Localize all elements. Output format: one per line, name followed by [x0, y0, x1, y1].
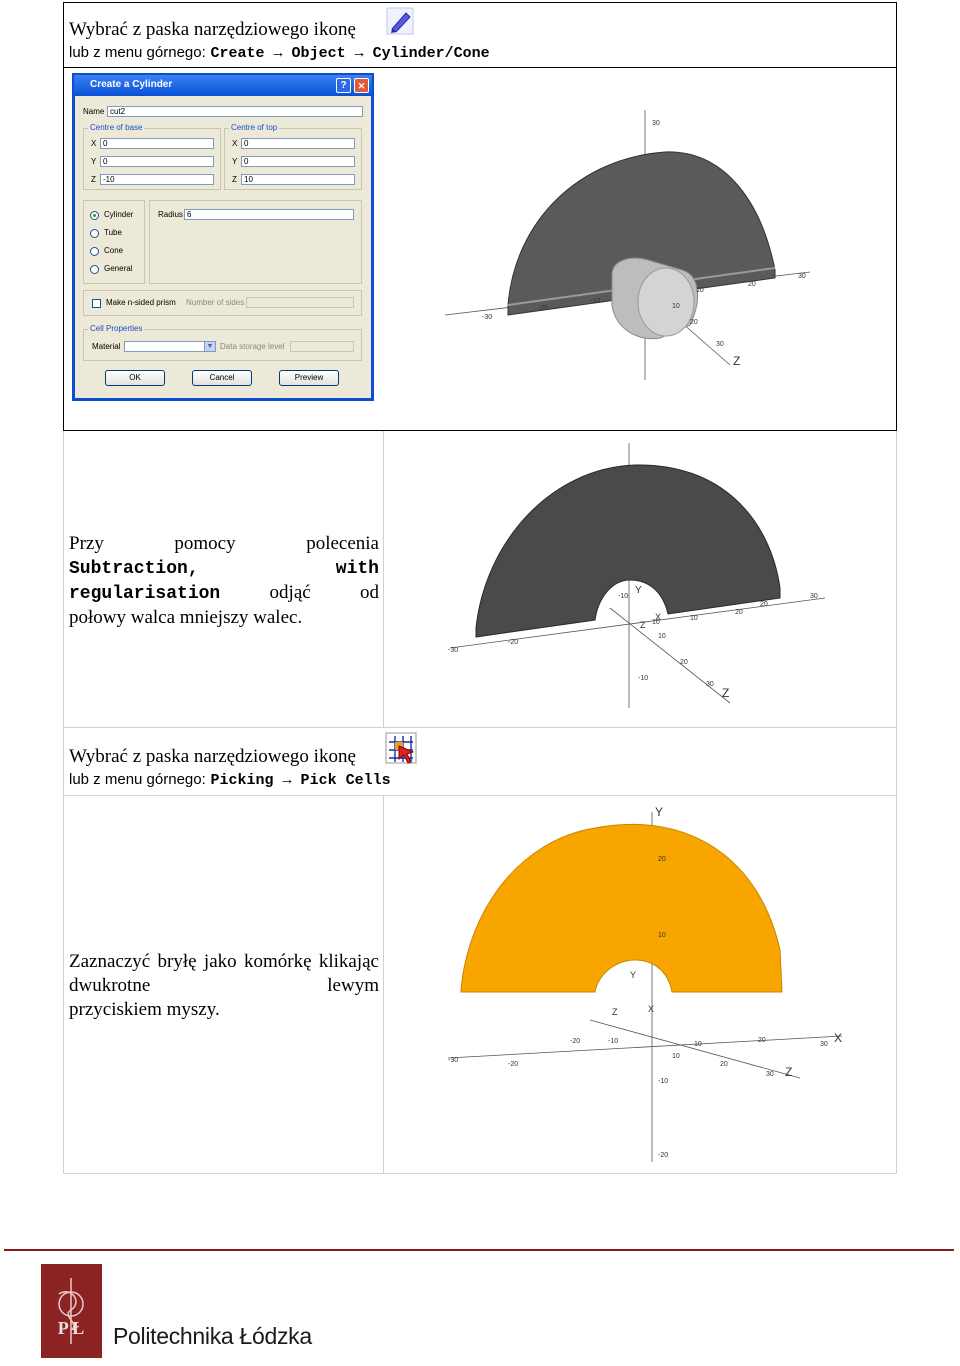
- divider: [63, 727, 897, 728]
- picked-shape: [461, 824, 782, 992]
- small-axis-z: Z: [612, 1007, 618, 1017]
- tick-label: 20: [690, 319, 698, 326]
- material-label: Material: [92, 342, 121, 351]
- base-x-input[interactable]: 0: [100, 138, 214, 149]
- axis-label-z: Z: [733, 354, 741, 368]
- divider: [63, 430, 897, 431]
- logo-text: P Ł: [57, 1318, 85, 1338]
- z-label: Z: [232, 175, 237, 184]
- divider: [896, 431, 897, 1174]
- help-button[interactable]: ?: [336, 78, 351, 93]
- tick-label: 30: [652, 120, 660, 127]
- dialog-title-bar: [74, 75, 372, 95]
- axis-line: [610, 608, 730, 703]
- paragraph-text: Zaznaczyć bryłę jako komórkę klikając dwukrotne lewym: [69, 951, 379, 996]
- tick-label: -10: [618, 593, 629, 600]
- sides-label: Number of sides: [186, 298, 245, 307]
- divider: [383, 796, 384, 1174]
- menu-path: Picking → Pick Cells: [210, 772, 391, 789]
- radio-cylinder[interactable]: [90, 211, 99, 220]
- footer-rule: [4, 1249, 954, 1251]
- tick-label: -10: [608, 1038, 619, 1045]
- tick-label: 20: [760, 601, 768, 608]
- paragraph-text: połowy walca mniejszy walec.: [69, 607, 303, 628]
- command-text: Subtraction,: [69, 559, 199, 579]
- tick-label: -30: [482, 314, 493, 321]
- instruction-line: [69, 746, 356, 768]
- radius-input[interactable]: 6: [184, 209, 354, 220]
- tick-label: 30: [766, 1071, 774, 1078]
- tick-label: 20: [758, 1037, 766, 1044]
- centre-of-base-group: [83, 123, 221, 190]
- chevron-down-icon[interactable]: ▼: [204, 341, 216, 352]
- radio-tube[interactable]: [90, 229, 99, 238]
- tick-label: -10: [658, 1078, 669, 1085]
- command-text: with: [335, 559, 379, 579]
- radio-label: Cylinder: [104, 210, 134, 219]
- subtraction-paragraph: [69, 532, 379, 630]
- menu-path-line: [69, 770, 391, 790]
- ok-button[interactable]: OK: [105, 370, 165, 386]
- university-logo: [41, 1264, 102, 1358]
- tick-label: 10: [690, 615, 698, 622]
- dialog-body: [75, 96, 371, 398]
- menu-prefix: lub z menu górnego:: [69, 44, 206, 61]
- x-label: X: [232, 139, 238, 148]
- small-axis-y: Y: [630, 970, 637, 980]
- menu-path-line: [69, 43, 490, 63]
- axis-label-x: X: [655, 612, 662, 622]
- tick-label: 30: [716, 341, 724, 348]
- type-group: [83, 200, 145, 284]
- tick-label: 10: [672, 303, 680, 310]
- tick-label: -20: [508, 639, 519, 646]
- tick-label: -10: [638, 675, 649, 682]
- storage-input[interactable]: [290, 341, 354, 352]
- storage-label: Data storage level: [220, 342, 285, 351]
- tick-label: -30: [448, 647, 459, 654]
- close-button[interactable]: ✕: [354, 78, 369, 93]
- tick-label: -20: [538, 305, 549, 312]
- base-y-input[interactable]: 0: [100, 156, 214, 167]
- divider: [63, 67, 897, 68]
- view-half-cylinder-subtracted: [440, 438, 840, 718]
- group-label: Cell Properties: [90, 324, 143, 333]
- menu-path: Create → Object → Cylinder/Cone: [210, 45, 490, 62]
- tick-label: 10: [696, 287, 704, 294]
- axis-label-z: Z: [722, 686, 730, 700]
- tick-label: 30: [798, 273, 806, 280]
- tick-label: -30: [448, 1057, 459, 1064]
- paragraph-text: przyciskiem myszy.: [69, 999, 220, 1020]
- radio-label: Cone: [104, 246, 124, 255]
- cell-properties-group: [83, 324, 362, 361]
- instruction-text: Wybrać z paska narzędziowego ikonę: [69, 19, 356, 40]
- view-picked-cell: [440, 800, 850, 1170]
- centre-of-top-group: [224, 123, 362, 190]
- axis-line: [448, 1036, 842, 1058]
- tick-label: 20: [735, 609, 743, 616]
- tick-label: 30: [820, 1041, 828, 1048]
- prism-checkbox[interactable]: [92, 299, 101, 308]
- instruction-line: [69, 19, 356, 41]
- axis-label-y: Y: [635, 585, 642, 596]
- radius-group: [149, 200, 362, 284]
- paragraph-text: Przy pomocy polecenia: [69, 533, 379, 554]
- z-label: Z: [91, 175, 96, 184]
- x-label: X: [91, 139, 97, 148]
- axis-label-x: X: [834, 1031, 843, 1045]
- tick-label: -20: [508, 1061, 519, 1068]
- axis-line: [590, 1020, 800, 1078]
- paragraph-text: odjąć od: [269, 582, 379, 603]
- view-half-cylinder-with-cut: [420, 100, 820, 400]
- divider: [63, 431, 64, 1174]
- divider: [383, 431, 384, 727]
- group-label: Centre of top: [231, 123, 278, 132]
- tick-label: 30: [810, 593, 818, 600]
- group-label: Centre of base: [90, 123, 143, 132]
- tick-label: 20: [748, 281, 756, 288]
- name-label: Name: [83, 107, 105, 116]
- radio-general[interactable]: [90, 265, 99, 274]
- pick-cells-icon: [385, 732, 417, 764]
- material-select[interactable]: [124, 341, 216, 352]
- tick-label: 10: [652, 619, 660, 626]
- top-x-input[interactable]: 0: [241, 138, 355, 149]
- dialog-title: Create a Cylinder: [90, 79, 173, 90]
- tick-label: -10: [590, 298, 601, 305]
- cancel-button[interactable]: Cancel: [192, 370, 252, 386]
- create-cylinder-dialog: [72, 73, 374, 401]
- tick-label: 20: [720, 1061, 728, 1068]
- name-input[interactable]: cut2: [107, 106, 363, 117]
- instruction-text: Wybrać z paska narzędziowego ikonę: [69, 746, 356, 767]
- university-name: Politechnika Łódzka: [113, 1323, 312, 1349]
- tick-label: 10: [694, 1041, 702, 1048]
- tick-label: 20: [658, 856, 666, 863]
- radius-label: Radius: [158, 210, 183, 219]
- pick-paragraph: [69, 950, 379, 1022]
- divider: [63, 795, 897, 796]
- y-label: Y: [91, 157, 97, 166]
- top-z-input[interactable]: 10: [241, 174, 355, 185]
- axis-label-y: Y: [655, 805, 664, 819]
- pencil-icon: [386, 7, 414, 35]
- small-axis-x: X: [648, 1004, 655, 1014]
- radio-label: Tube: [104, 228, 122, 237]
- command-text: regularisation: [69, 584, 221, 604]
- tick-label: 10: [658, 633, 666, 640]
- y-label: Y: [232, 157, 238, 166]
- divider: [63, 1173, 897, 1174]
- base-z-input[interactable]: -10: [100, 174, 214, 185]
- tick-label: 30: [706, 681, 714, 688]
- axis-label-z: Z: [785, 1065, 793, 1079]
- tick-label: 10: [672, 1053, 680, 1060]
- tick-label: 10: [658, 932, 666, 939]
- radio-label: General: [104, 264, 133, 273]
- tick-label: -20: [658, 1152, 669, 1159]
- tick-label: -20: [570, 1038, 581, 1045]
- axis-label-z: Z: [640, 620, 646, 630]
- tick-label: 20: [680, 659, 688, 666]
- prism-label: Make n-sided prism: [106, 298, 176, 307]
- radio-cone[interactable]: [90, 247, 99, 256]
- sides-input[interactable]: [246, 297, 354, 308]
- top-y-input[interactable]: 0: [241, 156, 355, 167]
- menu-prefix: lub z menu górnego:: [69, 771, 206, 788]
- prism-group: [83, 290, 362, 316]
- preview-button[interactable]: Preview: [279, 370, 339, 386]
